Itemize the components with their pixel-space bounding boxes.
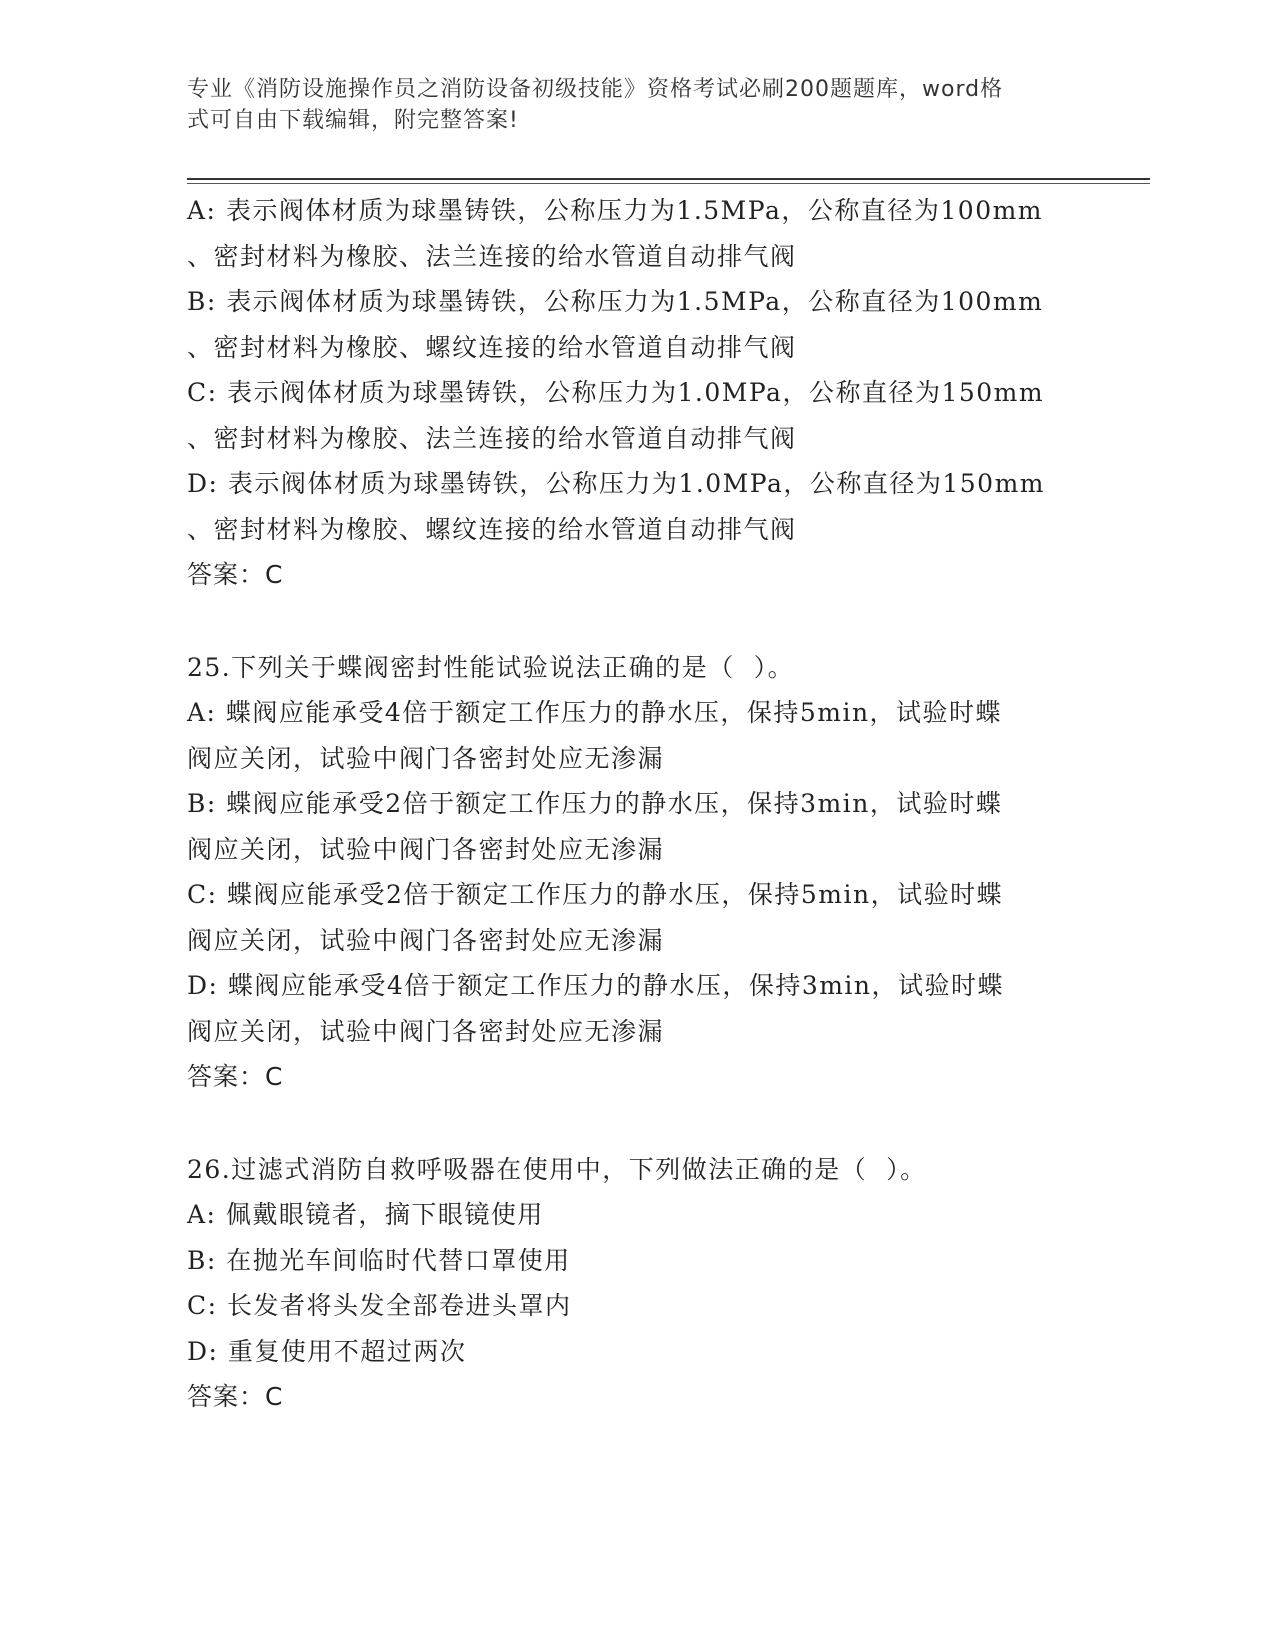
option-c: C: 长发者将头发全部卷进头罩内 xyxy=(187,1291,572,1320)
question-26 xyxy=(187,1147,1087,1420)
option-d-line-2: 、密封材料为橡胶、螺纹连接的给水管道自动排气阀 xyxy=(187,514,797,544)
option-d-line-2: 阀应关闭，试验中阀门各密封处应无渗漏 xyxy=(187,1016,665,1046)
option-a: A: 佩戴眼镜者，摘下眼镜使用 xyxy=(187,1200,544,1229)
option-d-line-1: D: 表示阀体材质为球墨铸铁，公称压力为1.0MPa，公称直径为150mm xyxy=(187,469,1046,498)
page-header xyxy=(187,74,1087,136)
option-a-line-1: A: 蝶阀应能承受4倍于额定工作压力的静水压，保持5min，试验时蝶 xyxy=(187,698,1003,727)
header-line-2: 式可自由下载编辑，附完整答案! xyxy=(187,108,519,133)
option-c-line-1: C: 蝶阀应能承受2倍于额定工作压力的静水压，保持5min，试验时蝶 xyxy=(187,880,1004,909)
question-25 xyxy=(187,645,1087,1100)
option-a-line-2: 、密封材料为橡胶、法兰连接的给水管道自动排气阀 xyxy=(187,241,797,271)
option-a-line-1: A: 表示阀体材质为球墨铸铁，公称压力为1.5MPa，公称直径为100mm xyxy=(187,196,1044,225)
answer-line: 答案：C xyxy=(187,560,284,589)
option-b-line-1: B: 蝶阀应能承受2倍于额定工作压力的静水压，保持3min，试验时蝶 xyxy=(187,789,1003,818)
option-b-line-1: B: 表示阀体材质为球墨铸铁，公称压力为1.5MPa，公称直径为100mm xyxy=(187,287,1044,316)
option-d: D: 重复使用不超过两次 xyxy=(187,1336,467,1366)
header-divider-thin xyxy=(187,183,1150,184)
option-c-line-1: C: 表示阀体材质为球墨铸铁，公称压力为1.0MPa，公称直径为150mm xyxy=(187,378,1045,407)
option-b-line-2: 、密封材料为橡胶、螺纹连接的给水管道自动排气阀 xyxy=(187,332,797,362)
option-b-line-2: 阀应关闭，试验中阀门各密封处应无渗漏 xyxy=(187,834,665,864)
option-d-line-1: D: 蝶阀应能承受4倍于额定工作压力的静水压，保持3min，试验时蝶 xyxy=(187,971,1005,1000)
question-stem: 25.下列关于蝶阀密封性能试验说法正确的是（ ）。 xyxy=(187,652,795,682)
answer-line: 答案：C xyxy=(187,1062,284,1091)
option-a-line-2: 阀应关闭，试验中阀门各密封处应无渗漏 xyxy=(187,743,665,773)
header-line-1: 专业《消防设施操作员之消防设备初级技能》资格考试必刷200题题库，word格 xyxy=(187,77,1004,102)
option-b: B: 在抛光车间临时代替口罩使用 xyxy=(187,1245,571,1275)
document-body xyxy=(187,188,1087,1420)
option-c-line-2: 、密封材料为橡胶、法兰连接的给水管道自动排气阀 xyxy=(187,423,797,453)
answer-line: 答案：C xyxy=(187,1382,284,1411)
question-stem: 26.过滤式消防自救呼吸器在使用中，下列做法正确的是（ ）。 xyxy=(187,1154,927,1184)
question-24-continued xyxy=(187,188,1087,598)
option-c-line-2: 阀应关闭，试验中阀门各密封处应无渗漏 xyxy=(187,925,665,955)
header-divider xyxy=(187,178,1150,180)
